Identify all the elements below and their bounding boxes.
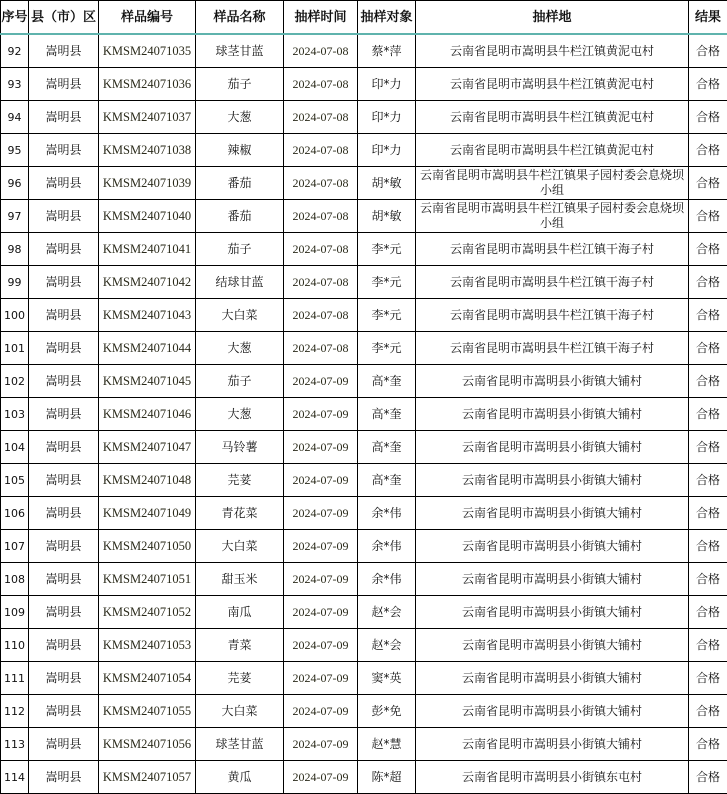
sample-subject-cell: 李*元: [358, 233, 416, 266]
index-cell: 97: [1, 200, 29, 233]
sample-date-cell: 2024-07-09: [284, 695, 358, 728]
sample-subject-cell: 高*奎: [358, 365, 416, 398]
table-row: [1, 398, 727, 431]
header-sample-name: 样品名称: [196, 1, 284, 35]
sample-code-cell: KMSM24071035: [99, 34, 196, 68]
sample-name-cell: 马铃薯: [196, 431, 284, 464]
sample-name-cell: 黄瓜: [196, 761, 284, 794]
sample-code-cell: KMSM24071052: [99, 596, 196, 629]
county-cell: 嵩明县: [29, 596, 99, 629]
table-row: [1, 101, 727, 134]
sample-name-cell: 青花菜: [196, 497, 284, 530]
result-cell: 合格: [689, 167, 727, 200]
sample-date-cell: 2024-07-08: [284, 266, 358, 299]
sample-subject-cell: 李*元: [358, 299, 416, 332]
county-cell: 嵩明县: [29, 299, 99, 332]
sample-subject-cell: 李*元: [358, 266, 416, 299]
table-row: [1, 134, 727, 167]
county-cell: 嵩明县: [29, 200, 99, 233]
table-row: [1, 563, 727, 596]
result-cell: 合格: [689, 266, 727, 299]
county-cell: 嵩明县: [29, 233, 99, 266]
sample-name-cell: 大葱: [196, 332, 284, 365]
county-cell: 嵩明县: [29, 530, 99, 563]
sample-name-cell: 辣椒: [196, 134, 284, 167]
table-row: [1, 332, 727, 365]
table-body: [1, 34, 727, 794]
index-cell: 101: [1, 332, 29, 365]
sample-name-cell: 青菜: [196, 629, 284, 662]
county-cell: 嵩明县: [29, 497, 99, 530]
sample-location-cell: 云南省昆明市嵩明县小街镇东屯村: [416, 761, 689, 794]
result-cell: 合格: [689, 761, 727, 794]
sample-code-cell: KMSM24071047: [99, 431, 196, 464]
header-result: 结果: [689, 1, 727, 35]
sample-name-cell: 球茎甘蓝: [196, 728, 284, 761]
sample-name-cell: 甜玉米: [196, 563, 284, 596]
sample-date-cell: 2024-07-09: [284, 365, 358, 398]
sample-subject-cell: 赵*会: [358, 629, 416, 662]
sample-date-cell: 2024-07-09: [284, 497, 358, 530]
sample-subject-cell: 彭*免: [358, 695, 416, 728]
index-cell: 110: [1, 629, 29, 662]
index-cell: 100: [1, 299, 29, 332]
table-row: [1, 266, 727, 299]
result-cell: 合格: [689, 365, 727, 398]
index-cell: 109: [1, 596, 29, 629]
sample-date-cell: 2024-07-09: [284, 629, 358, 662]
sample-date-cell: 2024-07-08: [284, 34, 358, 68]
result-cell: 合格: [689, 629, 727, 662]
sample-date-cell: 2024-07-09: [284, 662, 358, 695]
sample-date-cell: 2024-07-09: [284, 431, 358, 464]
header-row: [1, 1, 727, 35]
result-cell: 合格: [689, 299, 727, 332]
index-cell: 94: [1, 101, 29, 134]
sample-subject-cell: 窦*英: [358, 662, 416, 695]
sample-name-cell: 芫荽: [196, 464, 284, 497]
sample-subject-cell: 印*力: [358, 68, 416, 101]
sample-location-cell: 云南省昆明市嵩明县牛栏江镇果子园村委会息烧坝小组: [416, 167, 689, 200]
index-cell: 104: [1, 431, 29, 464]
sample-subject-cell: 印*力: [358, 101, 416, 134]
header-sample-code: 样品编号: [99, 1, 196, 35]
sample-location-cell: 云南省昆明市嵩明县小街镇大铺村: [416, 530, 689, 563]
sample-name-cell: 南瓜: [196, 596, 284, 629]
county-cell: 嵩明县: [29, 431, 99, 464]
sample-code-cell: KMSM24071056: [99, 728, 196, 761]
sample-location-cell: 云南省昆明市嵩明县小街镇大铺村: [416, 497, 689, 530]
sample-code-cell: KMSM24071037: [99, 101, 196, 134]
sample-location-cell: 云南省昆明市嵩明县牛栏江镇干海子村: [416, 233, 689, 266]
result-cell: 合格: [689, 398, 727, 431]
sample-code-cell: KMSM24071051: [99, 563, 196, 596]
sample-location-cell: 云南省昆明市嵩明县牛栏江镇黄泥屯村: [416, 68, 689, 101]
sample-subject-cell: 陈*超: [358, 761, 416, 794]
result-cell: 合格: [689, 134, 727, 167]
sample-location-cell: 云南省昆明市嵩明县牛栏江镇干海子村: [416, 266, 689, 299]
result-cell: 合格: [689, 200, 727, 233]
sample-date-cell: 2024-07-08: [284, 299, 358, 332]
sample-name-cell: 大白菜: [196, 299, 284, 332]
table-row: [1, 497, 727, 530]
sample-name-cell: 大葱: [196, 101, 284, 134]
sample-code-cell: KMSM24071049: [99, 497, 196, 530]
sample-subject-cell: 赵*慧: [358, 728, 416, 761]
sample-code-cell: KMSM24071038: [99, 134, 196, 167]
sample-date-cell: 2024-07-09: [284, 728, 358, 761]
sample-date-cell: 2024-07-08: [284, 200, 358, 233]
index-cell: 106: [1, 497, 29, 530]
table-row: [1, 167, 727, 200]
sample-subject-cell: 高*奎: [358, 431, 416, 464]
sample-code-cell: KMSM24071050: [99, 530, 196, 563]
sample-location-cell: 云南省昆明市嵩明县牛栏江镇干海子村: [416, 299, 689, 332]
index-cell: 108: [1, 563, 29, 596]
sample-name-cell: 茄子: [196, 68, 284, 101]
county-cell: 嵩明县: [29, 68, 99, 101]
sample-subject-cell: 赵*会: [358, 596, 416, 629]
county-cell: 嵩明县: [29, 563, 99, 596]
result-cell: 合格: [689, 233, 727, 266]
sample-subject-cell: 余*伟: [358, 530, 416, 563]
table-row: [1, 431, 727, 464]
sample-code-cell: KMSM24071044: [99, 332, 196, 365]
result-cell: 合格: [689, 332, 727, 365]
sample-code-cell: KMSM24071057: [99, 761, 196, 794]
header-sample-date: 抽样时间: [284, 1, 358, 35]
sample-code-cell: KMSM24071048: [99, 464, 196, 497]
sample-location-cell: 云南省昆明市嵩明县小街镇大铺村: [416, 398, 689, 431]
sample-code-cell: KMSM24071053: [99, 629, 196, 662]
sample-name-cell: 番茄: [196, 167, 284, 200]
table-row: [1, 34, 727, 68]
sample-date-cell: 2024-07-09: [284, 761, 358, 794]
sample-location-cell: 云南省昆明市嵩明县小街镇大铺村: [416, 365, 689, 398]
sample-date-cell: 2024-07-08: [284, 233, 358, 266]
county-cell: 嵩明县: [29, 695, 99, 728]
sample-location-cell: 云南省昆明市嵩明县小街镇大铺村: [416, 563, 689, 596]
index-cell: 95: [1, 134, 29, 167]
sample-code-cell: KMSM24071046: [99, 398, 196, 431]
index-cell: 99: [1, 266, 29, 299]
index-cell: 93: [1, 68, 29, 101]
sample-location-cell: 云南省昆明市嵩明县牛栏江镇果子园村委会息烧坝小组: [416, 200, 689, 233]
result-cell: 合格: [689, 728, 727, 761]
table-row: [1, 68, 727, 101]
sample-code-cell: KMSM24071039: [99, 167, 196, 200]
sample-date-cell: 2024-07-09: [284, 464, 358, 497]
sample-code-cell: KMSM24071042: [99, 266, 196, 299]
sample-location-cell: 云南省昆明市嵩明县小街镇大铺村: [416, 662, 689, 695]
sample-code-cell: KMSM24071041: [99, 233, 196, 266]
sample-name-cell: 大白菜: [196, 695, 284, 728]
sample-subject-cell: 余*伟: [358, 563, 416, 596]
table-row: [1, 464, 727, 497]
index-cell: 114: [1, 761, 29, 794]
sample-date-cell: 2024-07-09: [284, 563, 358, 596]
table-row: [1, 629, 727, 662]
sample-name-cell: 大葱: [196, 398, 284, 431]
sample-code-cell: KMSM24071036: [99, 68, 196, 101]
county-cell: 嵩明县: [29, 629, 99, 662]
county-cell: 嵩明县: [29, 101, 99, 134]
index-cell: 92: [1, 34, 29, 68]
county-cell: 嵩明县: [29, 34, 99, 68]
result-cell: 合格: [689, 563, 727, 596]
sample-date-cell: 2024-07-08: [284, 332, 358, 365]
result-cell: 合格: [689, 431, 727, 464]
table-row: [1, 233, 727, 266]
county-cell: 嵩明县: [29, 398, 99, 431]
sample-location-cell: 云南省昆明市嵩明县小街镇大铺村: [416, 629, 689, 662]
result-cell: 合格: [689, 464, 727, 497]
result-cell: 合格: [689, 662, 727, 695]
sample-name-cell: 大白菜: [196, 530, 284, 563]
sample-subject-cell: 高*奎: [358, 398, 416, 431]
header-sample-location: 抽样地: [416, 1, 689, 35]
table-row: [1, 200, 727, 233]
sample-location-cell: 云南省昆明市嵩明县小街镇大铺村: [416, 728, 689, 761]
sample-location-cell: 云南省昆明市嵩明县牛栏江镇黄泥屯村: [416, 34, 689, 68]
sample-subject-cell: 蔡*萍: [358, 34, 416, 68]
sample-code-cell: KMSM24071054: [99, 662, 196, 695]
sample-date-cell: 2024-07-08: [284, 101, 358, 134]
sample-date-cell: 2024-07-09: [284, 530, 358, 563]
index-cell: 98: [1, 233, 29, 266]
sample-location-cell: 云南省昆明市嵩明县小街镇大铺村: [416, 464, 689, 497]
sample-name-cell: 结球甘蓝: [196, 266, 284, 299]
sample-subject-cell: 余*伟: [358, 497, 416, 530]
sample-subject-cell: 胡*敏: [358, 167, 416, 200]
result-cell: 合格: [689, 530, 727, 563]
index-cell: 103: [1, 398, 29, 431]
result-cell: 合格: [689, 695, 727, 728]
county-cell: 嵩明县: [29, 728, 99, 761]
sample-name-cell: 芫荽: [196, 662, 284, 695]
sample-date-cell: 2024-07-09: [284, 596, 358, 629]
sample-date-cell: 2024-07-08: [284, 167, 358, 200]
sample-subject-cell: 高*奎: [358, 464, 416, 497]
header-index: 序号: [1, 1, 29, 35]
sample-name-cell: 茄子: [196, 233, 284, 266]
header-county: 县（市）区: [29, 1, 99, 35]
result-cell: 合格: [689, 497, 727, 530]
header-sample-subject: 抽样对象: [358, 1, 416, 35]
county-cell: 嵩明县: [29, 464, 99, 497]
table-row: [1, 662, 727, 695]
sample-subject-cell: 李*元: [358, 332, 416, 365]
county-cell: 嵩明县: [29, 365, 99, 398]
table-row: [1, 596, 727, 629]
sample-date-cell: 2024-07-09: [284, 398, 358, 431]
table-row: [1, 530, 727, 563]
sample-location-cell: 云南省昆明市嵩明县牛栏江镇黄泥屯村: [416, 134, 689, 167]
sample-name-cell: 茄子: [196, 365, 284, 398]
county-cell: 嵩明县: [29, 134, 99, 167]
table-row: [1, 728, 727, 761]
index-cell: 102: [1, 365, 29, 398]
result-cell: 合格: [689, 596, 727, 629]
index-cell: 112: [1, 695, 29, 728]
index-cell: 111: [1, 662, 29, 695]
county-cell: 嵩明县: [29, 332, 99, 365]
county-cell: 嵩明县: [29, 167, 99, 200]
table-row: [1, 695, 727, 728]
sample-subject-cell: 胡*敏: [358, 200, 416, 233]
county-cell: 嵩明县: [29, 266, 99, 299]
result-cell: 合格: [689, 101, 727, 134]
county-cell: 嵩明县: [29, 761, 99, 794]
sample-location-cell: 云南省昆明市嵩明县小街镇大铺村: [416, 596, 689, 629]
table-row: [1, 299, 727, 332]
sample-date-cell: 2024-07-08: [284, 68, 358, 101]
sample-location-cell: 云南省昆明市嵩明县小街镇大铺村: [416, 431, 689, 464]
sample-location-cell: 云南省昆明市嵩明县牛栏江镇干海子村: [416, 332, 689, 365]
index-cell: 107: [1, 530, 29, 563]
index-cell: 113: [1, 728, 29, 761]
sample-code-cell: KMSM24071055: [99, 695, 196, 728]
sample-date-cell: 2024-07-08: [284, 134, 358, 167]
sample-subject-cell: 印*力: [358, 134, 416, 167]
sample-name-cell: 番茄: [196, 200, 284, 233]
sample-name-cell: 球茎甘蓝: [196, 34, 284, 68]
result-cell: 合格: [689, 34, 727, 68]
sample-code-cell: KMSM24071045: [99, 365, 196, 398]
sample-location-cell: 云南省昆明市嵩明县牛栏江镇黄泥屯村: [416, 101, 689, 134]
county-cell: 嵩明县: [29, 662, 99, 695]
index-cell: 105: [1, 464, 29, 497]
sample-code-cell: KMSM24071040: [99, 200, 196, 233]
index-cell: 96: [1, 167, 29, 200]
sample-location-cell: 云南省昆明市嵩明县小街镇大铺村: [416, 695, 689, 728]
table-row: [1, 365, 727, 398]
result-cell: 合格: [689, 68, 727, 101]
sample-code-cell: KMSM24071043: [99, 299, 196, 332]
